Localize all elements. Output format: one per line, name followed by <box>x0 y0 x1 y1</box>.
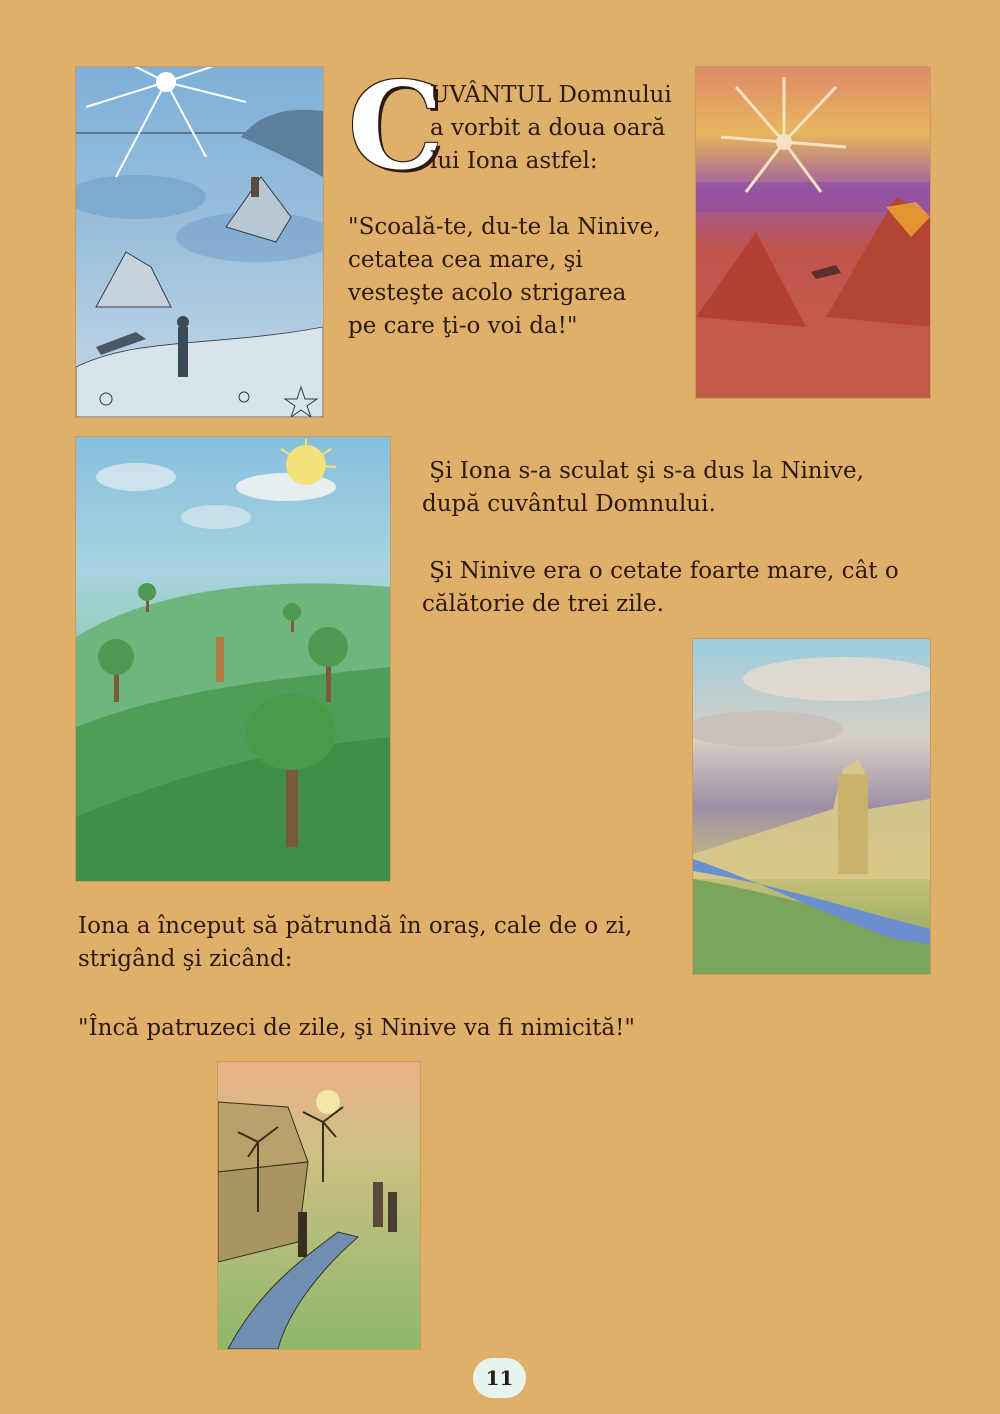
quote-forty-days <box>78 1012 635 1045</box>
intro-line: a vorbit a doua oară <box>430 115 666 141</box>
illustration-city-gate <box>218 1062 420 1349</box>
illustration-red-sunset <box>696 67 930 398</box>
quote-line: vesteşte acolo strigarea <box>348 280 627 306</box>
quote-line: "Încă patruzeci de zile, şi Ninive va fi nimicită!" <box>78 1015 635 1041</box>
illustration-sea-shore <box>76 67 323 417</box>
paragraph-line: după cuvântul Domnului. <box>422 491 716 517</box>
paragraph-line: Şi Iona s-a sculat şi s-a dus la Ninive, <box>422 458 864 484</box>
page-number: 11 <box>473 1358 526 1398</box>
intro-line: UVÂNTUL Domnului <box>430 82 672 108</box>
quote-line: cetatea cea mare, şi <box>348 247 583 273</box>
paragraph-line: Şi Ninive era o cetate foarte mare, cât o <box>422 558 899 584</box>
illustration-green-hills <box>76 437 390 881</box>
paragraph-iona-went <box>422 455 864 521</box>
paragraph-nineveh-great-city <box>422 555 899 621</box>
intro-text <box>430 79 672 178</box>
paragraph-line: Iona a început să pătrundă în oraş, cale de o zi, <box>78 913 633 939</box>
illustration-city-river <box>693 639 930 974</box>
quote-line: "Scoală-te, du-te la Ninive, <box>348 214 661 240</box>
quote-arise-go-to-nineveh <box>348 211 661 343</box>
drop-cap: C <box>348 56 444 197</box>
paragraph-line: strigând şi zicând: <box>78 946 293 972</box>
paragraph-line: călătorie de trei zile. <box>422 591 664 617</box>
quote-line: pe care ţi-o voi da!" <box>348 313 578 339</box>
intro-line: lui Iona astfel: <box>430 148 598 174</box>
paragraph-iona-entered-city <box>78 910 632 976</box>
